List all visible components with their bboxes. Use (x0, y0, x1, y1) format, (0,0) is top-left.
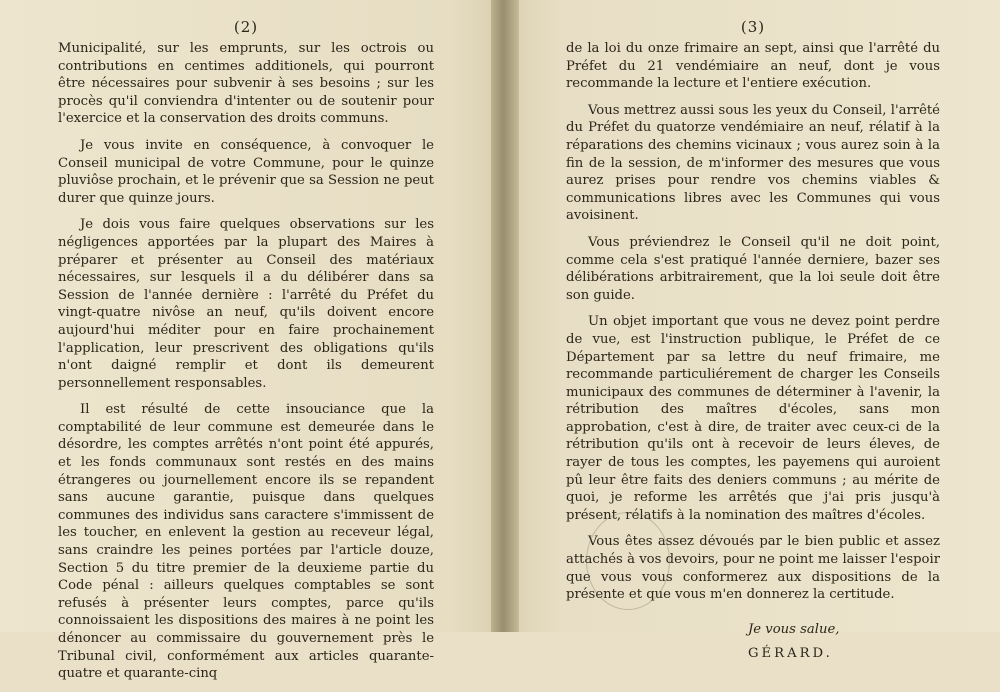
paragraph: Il est résulté de cette insouciance que la comptabilité de leur commune est demeurée dans le désordre, les comptes arrêtés n'ont point été appurés, et les fonds communaux sont restés en des mains étrangeres ou journellement encore ils se repandent sans aucune garantie, puisque dans quelques communes des individus sans caractere s'immissent de les toucher, en enlevent la gestion au receveur légal, sans craindre les peines portées par l'article douze, Section 5 du titre premier de la deuxieme partie du Code pénal : ailleurs quelques comptables se sont refusés à présenter leurs comptes, parce qu'ils connoissaient les dispositions des maires à ne point les dénoncer au commissaire du gouvernement près le Tribunal civil, conformément aux articles quarante-quatre et quarante-cinq (58, 402, 434, 682)
paragraph: Vous mettrez aussi sous les yeux du Conseil, l'arrêté du Préfet du quatorze vendémiaire an neuf, rélatif à la réparations des chemins vicinaux ; vous aurez soin à la fin de la session, de m'informer des mesures que vous aurez prises pour rendre vos chemins viables & communications libres avec les Communes qui vous avoisinent. (566, 102, 940, 224)
page-number-right: (3) (740, 18, 766, 36)
paragraph: Je dois vous faire quelques observations sur les négligences apportées par la plupart des Maires à préparer et présenter au Conseil des matériaux nécessaires, sur lesquels il a du délibérer dans sa Session de l'année dernière : l'arrêté du Préfet du vingt-quatre nivôse an neuf, qu'ils doivent encore aujourd'hui méditer pour en faire prochainement l'application, leur prescrivent des obligations qu'ils n'ont daigné remplir et dont ils demeurent personnellement responsables. (58, 217, 434, 391)
page-number-left: (2) (233, 18, 259, 36)
paragraph: Municipalité, sur les emprunts, sur les octrois ou contributions en centimes additionels, qui pourront être nécessaires pour subvenir à ses besoins ; sur les procès qu'il conviendra d'intenter ou de soutenir pour l'exercice et la conservation des droits communs. (58, 41, 434, 127)
book-gutter (491, 0, 519, 632)
salutation: Je vous salue, (748, 621, 840, 637)
signoff (566, 618, 940, 666)
left-page (58, 18, 434, 692)
paragraph: de la loi du onze frimaire an sept, ainsi que l'arrêté du Préfet du 21 vendémiaire an neuf, dont je vous recommande la lecture et l'entiere exécution. (566, 41, 940, 92)
paragraph: Un objet important que vous ne devez point perdre de vue, est l'instruction publique, le Préfet de ce Département par sa lettre du neuf frimaire, me recommande particuliérement de charger les Conseils municipaux des communes de déterminer à l'avenir, la rétribution des maîtres d'écoles, sans mon approbation, c'est à dire, de traiter avec ceux-ci de la rétribution qu'ils ont à recevoir de leurs éleves, de rayer de tous les comptes, les payemens qui auroient pû leur être faits des deniers communs ; au mérite de quoi, je reforme les arrêtés que j'ai pris jusqu'à présent, rélatifs à la nomination des maîtres d'écoles. (566, 314, 940, 523)
faded-stamp (586, 512, 670, 610)
signature: GÉRARD. (748, 645, 833, 661)
paragraph: Vous préviendrez le Conseil qu'il ne doit point, comme cela s'est pratiqué l'année derniere, bazer ses délibérations arbitrairement, que la loi seule doit être son guide. (566, 234, 940, 303)
paragraph: Je vous invite en conséquence, à convoquer le Conseil municipal de votre Commune, pour le quinze pluviôse prochain, et le prévenir que sa Session ne peut durer que quinze jours. (58, 137, 434, 206)
paragraph: Vous êtes assez dévoués par le bien public et assez attachés à vos devoirs, pour ne point me laisser l'espoir que vous vous conformerez aux dispositions de la présente et que vous m'en donnerez la certitude. (566, 534, 940, 603)
